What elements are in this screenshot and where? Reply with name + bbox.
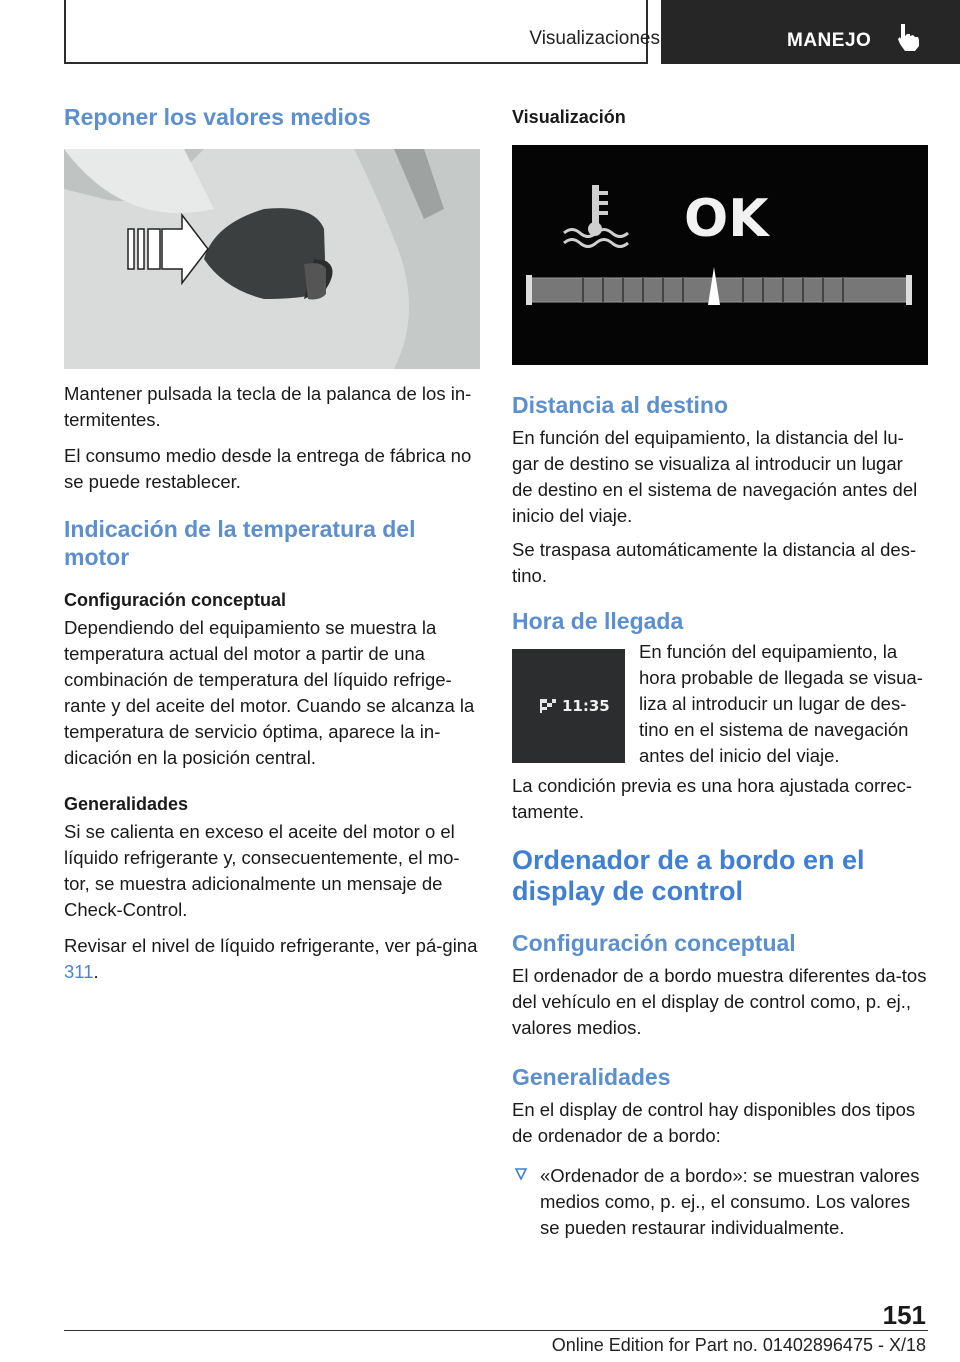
paragraph-reset-1: Mantener pulsada la tecla de la palanca de los in-termitentes. — [64, 383, 472, 430]
paragraph-distance-2: Se traspasa automáticamente la distancia al des-tino. — [512, 539, 917, 586]
section-heading-onboard-computer: Ordenador de a bordo en el display de control — [512, 845, 865, 906]
paragraph-general-1: Si se calienta en exceso el aceite del motor o el líquido refrigerante y, consecuentemente, el mo-tor, se muestra adicionalmente un mensaje de Check-Control. — [64, 821, 460, 920]
header-section-title: Visualizaciones — [529, 28, 660, 49]
left-column — [64, 100, 480, 985]
page-number: 151 — [882, 1300, 926, 1330]
paragraph-general-2 — [64, 933, 480, 985]
footer-divider — [64, 1330, 928, 1331]
paragraph-general-2-text: Revisar el nivel de líquido refrigerante, ver pá-gina — [64, 935, 478, 956]
subheading-display: Visualización — [512, 107, 626, 127]
turn-signal-lever-figure — [64, 149, 480, 369]
pointing-hand-icon — [895, 22, 923, 52]
section-heading-arrival: Hora de llegada — [512, 608, 684, 634]
coolant-temperature-icon — [512, 145, 928, 365]
footer-edition: Online Edition for Part no. 01402896475 - X/18 — [551, 1335, 926, 1355]
display-ok-text: OK — [684, 189, 769, 249]
section-heading-distance: Distancia al destino — [512, 392, 729, 418]
page-reference-link[interactable]: 311 — [64, 961, 94, 982]
arrival-time-figure — [512, 649, 625, 763]
subheading-general: Generalidades — [64, 794, 189, 814]
paragraph-general-2-end: . — [93, 961, 99, 982]
arrival-time-text: 11:35 — [562, 697, 610, 715]
header-chapter-title: MANEJO — [787, 30, 872, 51]
paragraph-reset-2: El consumo medio desde la entrega de fábrica no se puede restablecer. — [64, 445, 472, 492]
triangle-bullet-icon — [514, 1167, 528, 1181]
paragraph-computer-general: En el display de control hay disponibles dos tipos de ordenador de a bordo: — [512, 1099, 916, 1146]
section-heading-engine-temperature: Indicación de la temperatura del motor — [64, 516, 416, 570]
arrival-block — [512, 641, 928, 773]
paragraph-distance-1: En función del equipamiento, la distancia del lu-gar de destino se visualiza al introducir un lugar de destino en el sistema de navegación antes del inicio del viaje. — [512, 427, 918, 526]
paragraph-concept: Dependiendo del equipamiento se muestra la temperatura actual del motor a partir de una combinación de temperatura del líquido refrige-rante y del aceite del motor. Cuando se alcanza la temperatura de servicio óptima, aparece la in-dicación en la posición central. — [64, 617, 475, 768]
destination-flag-icon — [538, 697, 558, 715]
subheading-concept: Configuración conceptual — [64, 590, 287, 610]
temperature-display-figure — [512, 145, 928, 365]
page-header — [0, 0, 960, 66]
section-heading-general: Generalidades — [512, 1064, 671, 1090]
list-item — [512, 1163, 928, 1241]
right-column — [512, 100, 928, 1241]
section-heading-concept: Configuración conceptual — [512, 930, 796, 956]
header-chapter-tab — [661, 0, 960, 64]
paragraph-arrival-2: La condición previa es una hora ajustada correc-tamente. — [512, 775, 913, 822]
bullet-text: «Ordenador de a bordo»: se muestran valores medios como, p. ej., el consumo. Los valores se pueden restaurar individualmente. — [540, 1165, 920, 1238]
paragraph-computer-concept: El ordenador de a bordo muestra diferentes da-tos del vehículo en el display de control como, p. ej., valores medios. — [512, 965, 927, 1038]
section-heading-reset-averages: Reponer los valores medios — [64, 104, 371, 130]
paragraph-arrival-1: En función del equipamiento, la hora probable de llegada se visua-liza al introducir un lugar de des-tino en el sistema de navegación antes del inicio del viaje. — [639, 641, 923, 766]
